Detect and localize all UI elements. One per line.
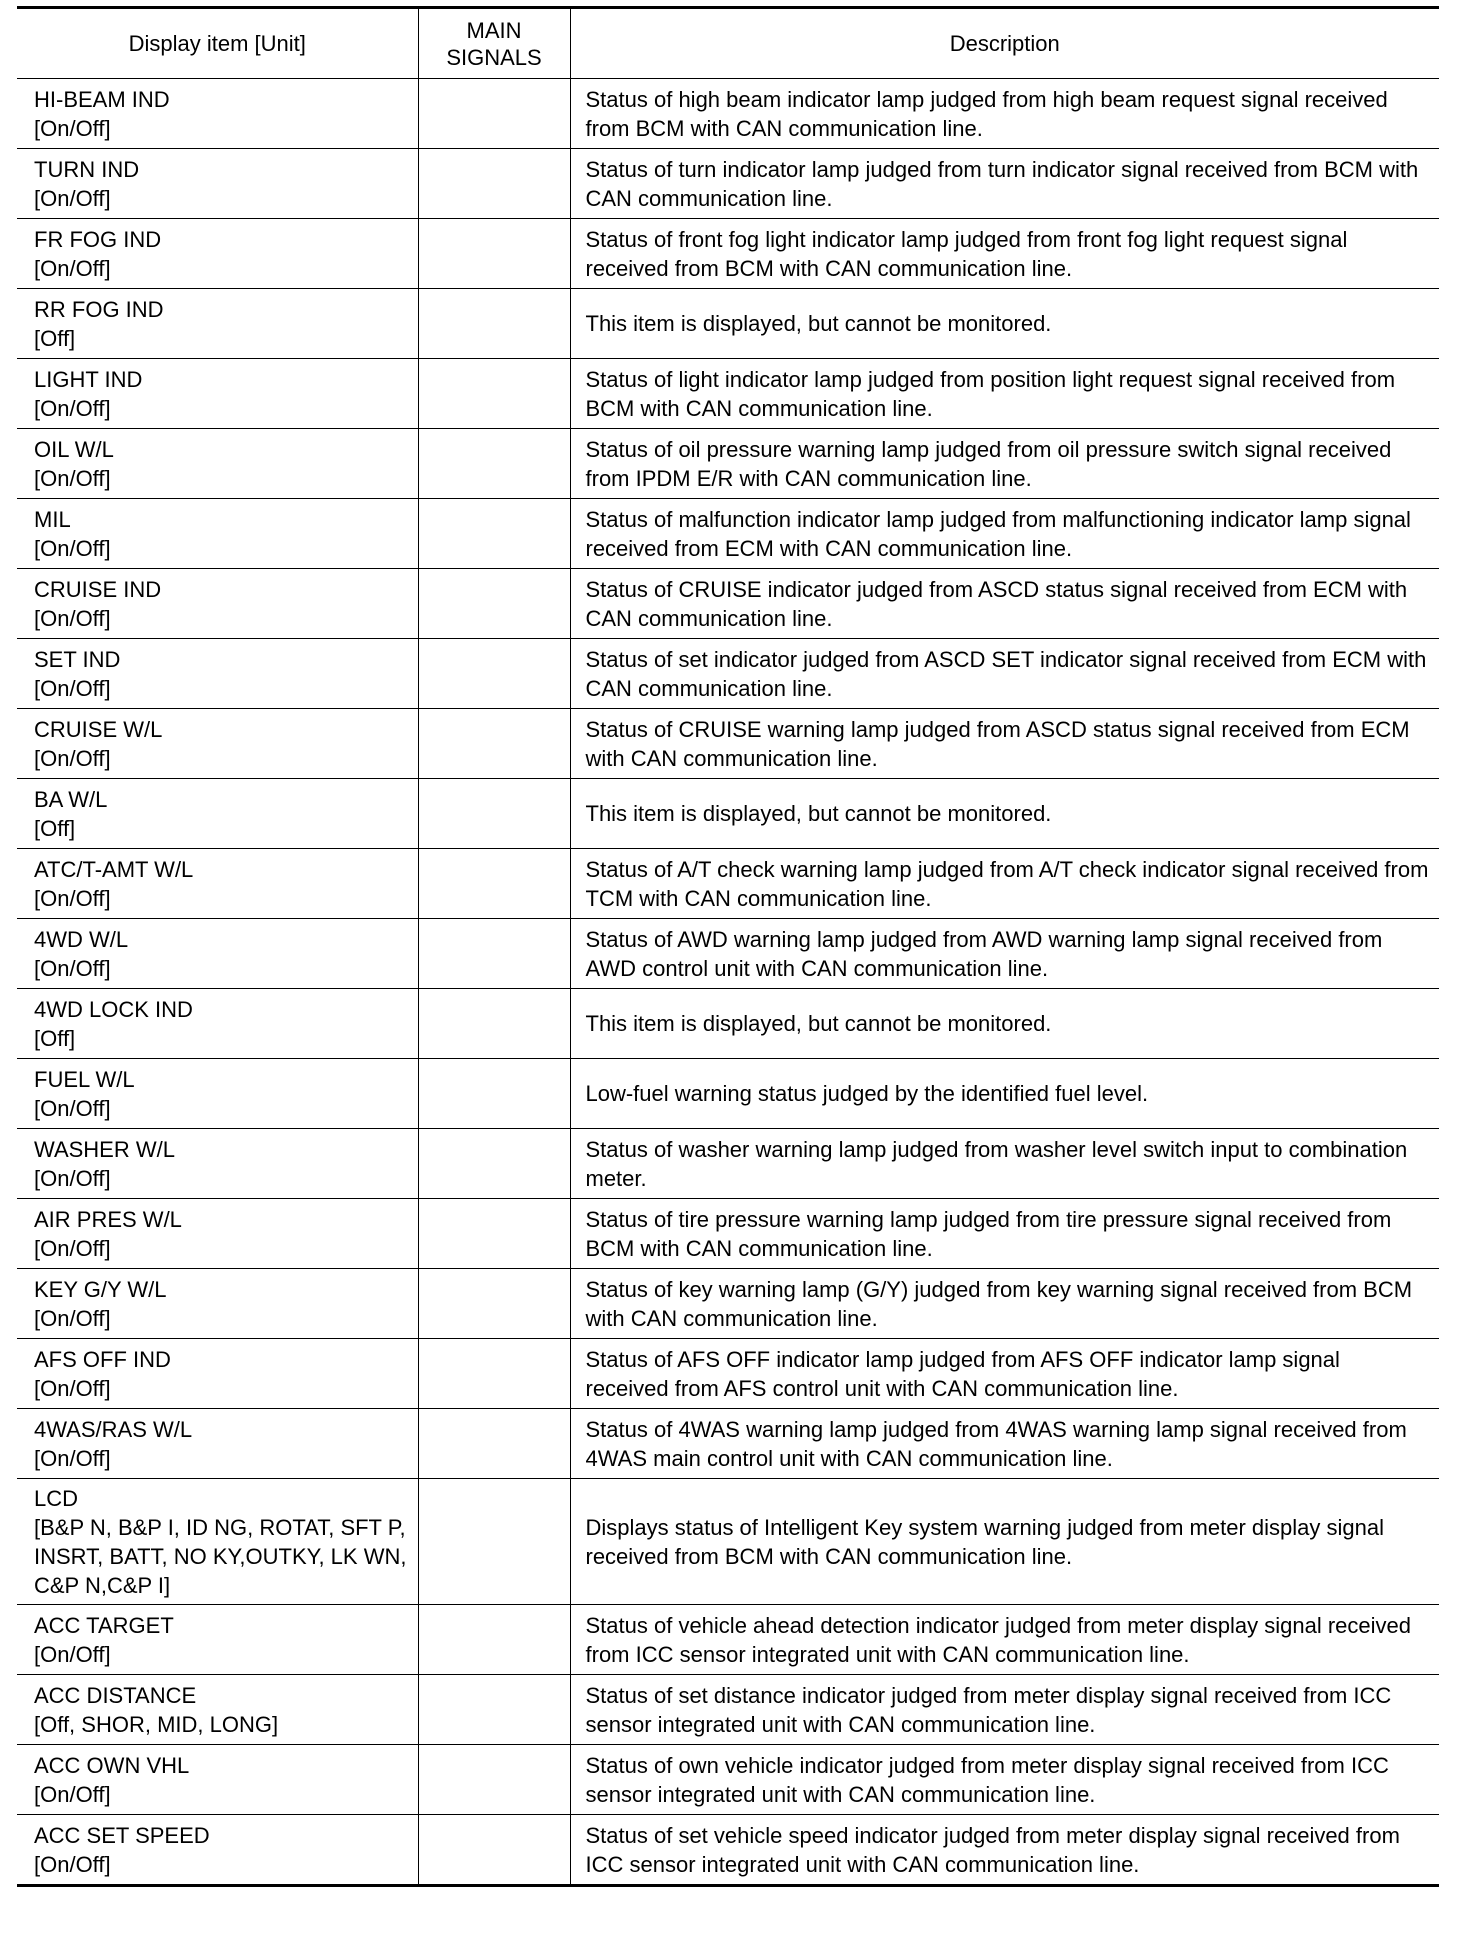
main-signals-cell bbox=[418, 779, 570, 849]
main-signals-cell bbox=[418, 429, 570, 499]
description-cell: Status of AWD warning lamp judged from AWD warning lamp signal received from AWD control unit with CAN communication line. bbox=[570, 919, 1439, 989]
description-cell: Status of AFS OFF indicator lamp judged from AFS OFF indicator lamp signal received from AFS control unit with CAN communication line. bbox=[570, 1339, 1439, 1409]
description-cell: Status of turn indicator lamp judged from turn indicator signal received from BCM with CAN communication line. bbox=[570, 149, 1439, 219]
display-item-cell bbox=[17, 1059, 418, 1129]
description-cell: Status of high beam indicator lamp judged from high beam request signal received from BCM with CAN communication line. bbox=[570, 79, 1439, 149]
main-signals-cell bbox=[418, 1059, 570, 1129]
table-row bbox=[17, 1745, 1439, 1815]
display-item-name: LCD bbox=[34, 1485, 79, 1511]
description-cell: Status of A/T check warning lamp judged from A/T check indicator signal received from TCM with CAN communication line. bbox=[570, 849, 1439, 919]
display-item-name: OIL W/L bbox=[34, 436, 114, 462]
main-signals-cell bbox=[418, 79, 570, 149]
table-row bbox=[17, 639, 1439, 709]
description-cell: Status of key warning lamp (G/Y) judged from key warning signal received from BCM with CAN communication line. bbox=[570, 1269, 1439, 1339]
display-item-cell bbox=[17, 429, 418, 499]
display-item-unit: [On/Off] bbox=[34, 115, 111, 141]
display-item-cell bbox=[17, 639, 418, 709]
display-item-name: KEY G/Y W/L bbox=[34, 1276, 167, 1302]
main-signals-cell bbox=[418, 219, 570, 289]
display-item-cell bbox=[17, 289, 418, 359]
description-cell: Displays status of Intelligent Key system warning judged from meter display signal received from BCM with CAN communication line. bbox=[570, 1479, 1439, 1605]
table-row bbox=[17, 289, 1439, 359]
table-row bbox=[17, 919, 1439, 989]
display-item-name: MIL bbox=[34, 506, 71, 532]
display-item-cell bbox=[17, 919, 418, 989]
main-signals-cell bbox=[418, 1339, 570, 1409]
main-signals-cell bbox=[418, 149, 570, 219]
display-item-unit: [On/Off] bbox=[34, 955, 111, 981]
display-item-cell bbox=[17, 1269, 418, 1339]
main-signals-cell bbox=[418, 849, 570, 919]
display-item-name: AFS OFF IND bbox=[34, 1346, 171, 1372]
main-signals-cell bbox=[418, 919, 570, 989]
display-item-name: ACC OWN VHL bbox=[34, 1752, 190, 1778]
description-cell: This item is displayed, but cannot be monitored. bbox=[570, 989, 1439, 1059]
display-item-name: WASHER W/L bbox=[34, 1136, 175, 1162]
display-item-name: ACC DISTANCE bbox=[34, 1682, 197, 1708]
table-row bbox=[17, 989, 1439, 1059]
display-item-unit: [On/Off] bbox=[34, 1165, 111, 1191]
display-item-unit: [On/Off] bbox=[34, 1851, 111, 1877]
main-signals-cell bbox=[418, 359, 570, 429]
display-item-name: FR FOG IND bbox=[34, 226, 162, 252]
display-item-name: RR FOG IND bbox=[34, 296, 164, 322]
table-row bbox=[17, 359, 1439, 429]
table-row bbox=[17, 1059, 1439, 1129]
display-item-table bbox=[17, 6, 1439, 1887]
main-signals-cell bbox=[418, 1605, 570, 1675]
description-cell: Status of own vehicle indicator judged from meter display signal received from ICC sensor integrated unit with CAN communication line. bbox=[570, 1745, 1439, 1815]
main-signals-cell bbox=[418, 1129, 570, 1199]
table-row bbox=[17, 849, 1439, 919]
main-signals-cell bbox=[418, 1815, 570, 1886]
header-main-signals-line1: MAIN bbox=[466, 17, 522, 43]
description-cell: Status of CRUISE indicator judged from ASCD status signal received from ECM with CAN communication line. bbox=[570, 569, 1439, 639]
table-row bbox=[17, 779, 1439, 849]
display-item-unit: [B&P N, B&P I, ID NG, ROTAT, SFT P, INSRT, BATT, NO KY,OUTKY, LK WN, C&P N,C&P I] bbox=[34, 1514, 407, 1598]
description-cell: Status of CRUISE warning lamp judged from ASCD status signal received from ECM with CAN communication line. bbox=[570, 709, 1439, 779]
display-item-unit: [Off] bbox=[34, 1025, 76, 1051]
document-page bbox=[17, 6, 1439, 1887]
display-item-cell bbox=[17, 1199, 418, 1269]
display-item-unit: [On/Off] bbox=[34, 1641, 111, 1667]
display-item-unit: [On/Off] bbox=[34, 1375, 111, 1401]
display-item-unit: [On/Off] bbox=[34, 1781, 111, 1807]
main-signals-cell bbox=[418, 569, 570, 639]
table-row bbox=[17, 1199, 1439, 1269]
main-signals-cell bbox=[418, 1479, 570, 1605]
display-item-name: LIGHT IND bbox=[34, 366, 143, 392]
display-item-cell bbox=[17, 1815, 418, 1886]
display-item-cell bbox=[17, 79, 418, 149]
display-item-unit: [Off, SHOR, MID, LONG] bbox=[34, 1711, 279, 1737]
display-item-name: ATC/T-AMT W/L bbox=[34, 856, 194, 882]
table-row bbox=[17, 1815, 1439, 1886]
display-item-cell bbox=[17, 1409, 418, 1479]
header-display-item: Display item [Unit] bbox=[17, 8, 418, 79]
display-item-cell bbox=[17, 779, 418, 849]
display-item-cell bbox=[17, 1675, 418, 1745]
table-row bbox=[17, 79, 1439, 149]
main-signals-cell bbox=[418, 1199, 570, 1269]
display-item-unit: [On/Off] bbox=[34, 255, 111, 281]
table-row bbox=[17, 1605, 1439, 1675]
display-item-name: BA W/L bbox=[34, 786, 108, 812]
display-item-name: HI-BEAM IND bbox=[34, 86, 170, 112]
header-main-signals bbox=[418, 8, 570, 79]
table-row bbox=[17, 1409, 1439, 1479]
display-item-name: FUEL W/L bbox=[34, 1066, 135, 1092]
display-item-cell bbox=[17, 1339, 418, 1409]
header-description: Description bbox=[570, 8, 1439, 79]
display-item-cell bbox=[17, 499, 418, 569]
display-item-name: SET IND bbox=[34, 646, 121, 672]
display-item-cell bbox=[17, 569, 418, 639]
table-row bbox=[17, 149, 1439, 219]
display-item-name: CRUISE W/L bbox=[34, 716, 163, 742]
main-signals-cell bbox=[418, 1409, 570, 1479]
description-cell: This item is displayed, but cannot be monitored. bbox=[570, 779, 1439, 849]
table-row bbox=[17, 429, 1439, 499]
display-item-unit: [Off] bbox=[34, 815, 76, 841]
display-item-unit: [On/Off] bbox=[34, 535, 111, 561]
display-item-cell bbox=[17, 1605, 418, 1675]
description-cell: Status of washer warning lamp judged from washer level switch input to combination meter. bbox=[570, 1129, 1439, 1199]
table-body bbox=[17, 79, 1439, 1886]
table-row bbox=[17, 1479, 1439, 1605]
description-cell: Low-fuel warning status judged by the identified fuel level. bbox=[570, 1059, 1439, 1129]
main-signals-cell bbox=[418, 1745, 570, 1815]
description-cell: Status of 4WAS warning lamp judged from 4WAS warning lamp signal received from 4WAS main control unit with CAN communication line. bbox=[570, 1409, 1439, 1479]
display-item-name: AIR PRES W/L bbox=[34, 1206, 182, 1232]
table-row bbox=[17, 709, 1439, 779]
display-item-unit: [On/Off] bbox=[34, 1235, 111, 1261]
description-cell: Status of vehicle ahead detection indicator judged from meter display signal received from ICC sensor integrated unit with CAN communication line. bbox=[570, 1605, 1439, 1675]
main-signals-cell bbox=[418, 639, 570, 709]
main-signals-cell bbox=[418, 499, 570, 569]
display-item-name: TURN IND bbox=[34, 156, 140, 182]
display-item-name: 4WAS/RAS W/L bbox=[34, 1416, 193, 1442]
display-item-name: ACC SET SPEED bbox=[34, 1822, 210, 1848]
main-signals-cell bbox=[418, 1675, 570, 1745]
description-cell: This item is displayed, but cannot be monitored. bbox=[570, 289, 1439, 359]
display-item-name: CRUISE IND bbox=[34, 576, 162, 602]
table-row bbox=[17, 1339, 1439, 1409]
display-item-cell bbox=[17, 1745, 418, 1815]
display-item-unit: [On/Off] bbox=[34, 1305, 111, 1331]
display-item-unit: [On/Off] bbox=[34, 1095, 111, 1121]
description-cell: Status of set indicator judged from ASCD SET indicator signal received from ECM with CAN communication line. bbox=[570, 639, 1439, 709]
table-header bbox=[17, 8, 1439, 79]
description-cell: Status of front fog light indicator lamp judged from front fog light request signal received from BCM with CAN communication line. bbox=[570, 219, 1439, 289]
description-cell: Status of malfunction indicator lamp judged from malfunctioning indicator lamp signal received from ECM with CAN communication line. bbox=[570, 499, 1439, 569]
display-item-cell bbox=[17, 219, 418, 289]
display-item-unit: [On/Off] bbox=[34, 745, 111, 771]
display-item-unit: [On/Off] bbox=[34, 185, 111, 211]
display-item-name: 4WD LOCK IND bbox=[34, 996, 193, 1022]
table-row bbox=[17, 1129, 1439, 1199]
description-cell: Status of tire pressure warning lamp judged from tire pressure signal received from BCM with CAN communication line. bbox=[570, 1199, 1439, 1269]
main-signals-cell bbox=[418, 289, 570, 359]
table-row bbox=[17, 499, 1439, 569]
description-cell: Status of set distance indicator judged from meter display signal received from ICC sensor integrated unit with CAN communication line. bbox=[570, 1675, 1439, 1745]
header-main-signals-line2: SIGNALS bbox=[446, 44, 542, 70]
description-cell: Status of oil pressure warning lamp judged from oil pressure switch signal received from IPDM E/R with CAN communication line. bbox=[570, 429, 1439, 499]
display-item-unit: [On/Off] bbox=[34, 605, 111, 631]
display-item-name: 4WD W/L bbox=[34, 926, 129, 952]
table-row bbox=[17, 569, 1439, 639]
display-item-cell bbox=[17, 1479, 418, 1605]
table-row bbox=[17, 1269, 1439, 1339]
display-item-cell bbox=[17, 359, 418, 429]
display-item-cell bbox=[17, 989, 418, 1059]
main-signals-cell bbox=[418, 1269, 570, 1339]
display-item-unit: [On/Off] bbox=[34, 465, 111, 491]
description-cell: Status of set vehicle speed indicator judged from meter display signal received from ICC sensor integrated unit with CAN communication line. bbox=[570, 1815, 1439, 1886]
display-item-unit: [On/Off] bbox=[34, 885, 111, 911]
main-signals-cell bbox=[418, 989, 570, 1059]
description-cell: Status of light indicator lamp judged from position light request signal received from BCM with CAN communication line. bbox=[570, 359, 1439, 429]
display-item-cell bbox=[17, 849, 418, 919]
table-row bbox=[17, 219, 1439, 289]
display-item-name: ACC TARGET bbox=[34, 1612, 174, 1638]
display-item-unit: [On/Off] bbox=[34, 1445, 111, 1471]
display-item-unit: [On/Off] bbox=[34, 395, 111, 421]
display-item-unit: [On/Off] bbox=[34, 675, 111, 701]
header-row bbox=[17, 8, 1439, 79]
main-signals-cell bbox=[418, 709, 570, 779]
display-item-cell bbox=[17, 149, 418, 219]
table-row bbox=[17, 1675, 1439, 1745]
display-item-cell bbox=[17, 709, 418, 779]
display-item-unit: [Off] bbox=[34, 325, 76, 351]
display-item-cell bbox=[17, 1129, 418, 1199]
